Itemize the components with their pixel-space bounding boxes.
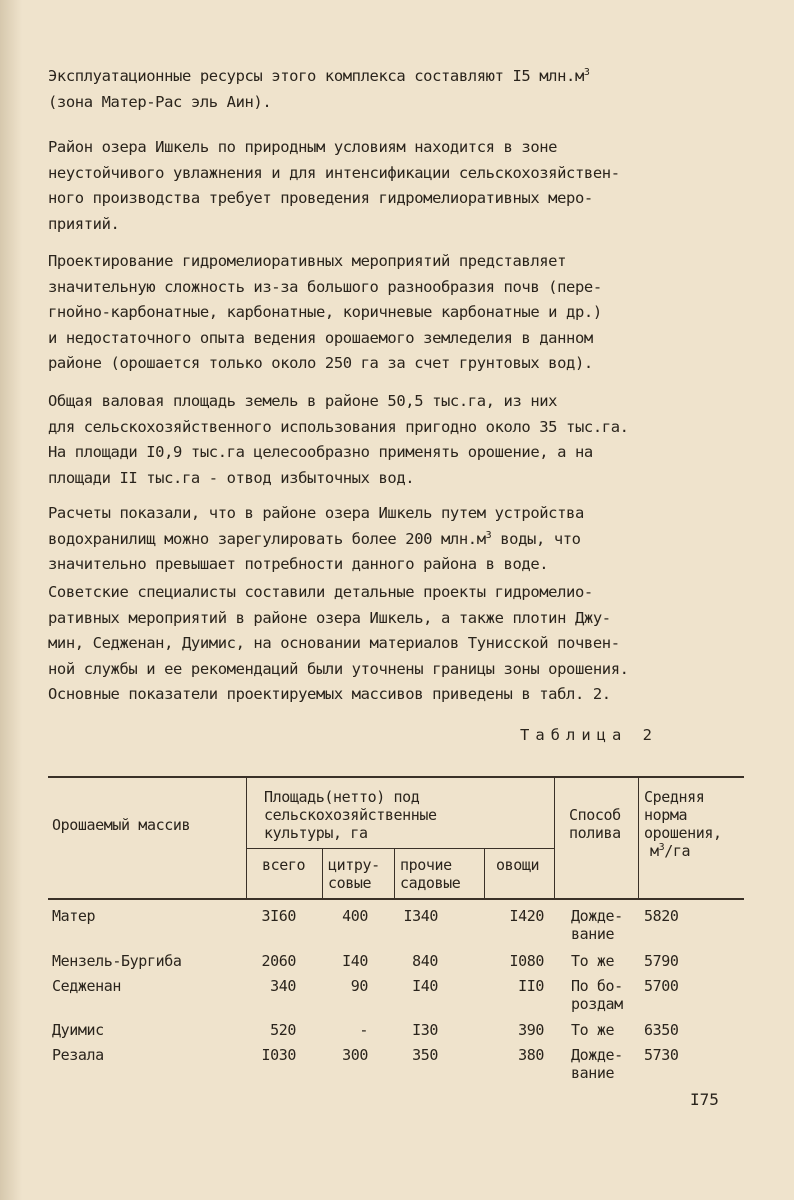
column-divider [554,776,555,899]
row-1-gardens: I340 [403,907,438,925]
paragraph-2 [48,135,748,237]
row-4-citrus: - [359,1021,368,1039]
paragraph-6-text: Советские специалисты составили детальные проекты гидромелио- ративных мероприятий в районе озера Ишкель, а также плотин Джу- мин, Седженан, Дуимис, на основании материалов Тунисской почвен- ной службы и ее рекомендаций были уточнены границы зоны орошения. Основные показатели проектируемых массивов приведены в табл. 2. [48,583,629,703]
row-5-norm: 5730 [644,1046,679,1064]
page-number: I75 [690,1090,719,1109]
table-header-rule [48,898,744,900]
paragraph-2-text: Район озера Ишкель по природным условиям находится в зоне неустойчивого увлажнения и для интенсификации сельскохозяйствен- ного производства требует проведения гидромелиоративных меро- приятий. [48,138,620,233]
superscript: 3 [583,66,590,78]
column-divider [484,848,485,899]
row-1-name: Матер [52,907,96,925]
paragraph-5 [48,501,748,578]
paragraph-6 [48,580,748,708]
subheader-rule [246,848,554,849]
row-3-name: Седженан [52,977,122,995]
row-4-gardens: I30 [412,1021,438,1039]
header-gardens: прочие садовые [400,856,461,892]
row-4-total: 520 [270,1021,296,1039]
column-divider [246,776,247,899]
row-3-vegetables: II0 [518,977,544,995]
row-5-citrus: 300 [342,1046,368,1064]
row-5-method: Дожде- вание [571,1046,623,1082]
row-2-name: Мензель-Бургиба [52,952,182,970]
row-3-citrus: 90 [350,977,368,995]
row-1-norm: 5820 [644,907,679,925]
header-method: Способ полива [569,806,621,842]
row-2-norm: 5790 [644,952,679,970]
column-divider [322,848,323,899]
row-1-total: 3I60 [261,907,296,925]
row-2-method: То же [571,952,615,970]
column-divider [394,848,395,899]
row-3-gardens: I40 [412,977,438,995]
header-massif: Орошаемый массив [52,816,191,834]
row-1-method: Дожде- вание [571,907,623,943]
paragraph-4 [48,389,748,491]
header-norm-superscript: 3 [658,842,665,853]
row-5-gardens: 350 [412,1046,438,1064]
row-5-name: Резала [52,1046,104,1064]
row-5-vegetables: 380 [518,1046,544,1064]
paragraph-5-after: воды, что значительно превышает потребности данного района в воде. [48,529,581,573]
row-2-gardens: 840 [412,952,438,970]
row-3-method: По бо- роздам [571,977,623,1013]
header-total: всего [262,856,306,874]
header-norm: Средняя норма орошения, $м^3/га$ [644,788,722,860]
paragraph-1-line-2: (зона Матер-Рас эль Аин). [48,92,272,111]
header-citrus: цитру- совые [328,856,380,892]
row-2-total: 2060 [261,952,296,970]
paragraph-1-line-1: Эксплуатационные ресурсы этого комплекса составляют I5 млн.м [48,67,584,85]
row-4-method: То же [571,1021,615,1039]
row-1-vegetables: I420 [509,907,544,925]
paragraph-3-text: Проектирование гидромелиоративных мероприятий представляет значительную сложность из-за большого разнообразия почв (пере- гнойно-карбонатные, карбонатные, коричневые карбонатные и др.) и недостаточного опыта ведения орошаемого земледелия в данном районе (орошается только около 250 га за счет грунтовых вод). [48,252,602,372]
superscript: 3 [485,529,492,541]
header-norm-text: Средняя норма орошения, [644,788,722,842]
paragraph-3 [48,249,748,377]
row-3-norm: 5700 [644,977,679,995]
row-4-vegetables: 390 [518,1021,544,1039]
row-1-citrus: 400 [342,907,368,925]
header-area: Площадь(нетто) под сельскохозяйственные культуры, га [264,788,437,842]
row-4-name: Дуимис [52,1021,104,1039]
table-top-rule [48,776,744,778]
page-edge [0,0,22,1200]
paragraph-5-before: Расчеты показали, что в районе озера Ишкель путем устройства водохранилищ можно зарегулировать более 200 млн.м [48,504,584,548]
table-caption: Таблица 2 [520,726,658,744]
row-5-total: I030 [261,1046,296,1064]
row-3-total: 340 [270,977,296,995]
row-4-norm: 6350 [644,1021,679,1039]
row-2-citrus: I40 [342,952,368,970]
column-divider [638,776,639,899]
paragraph-4-text: Общая валовая площадь земель в районе 50,5 тыс.га, из них для сельскохозяйственного использования пригодно около 35 тыс.га. На площади I0,9 тыс.га целесообразно применять орошение, а на площади II тыс.га - отвод избыточных вод. [48,392,629,487]
paragraph-1 [48,64,748,115]
row-2-vegetables: I080 [509,952,544,970]
header-vegetables: овощи [496,856,540,874]
